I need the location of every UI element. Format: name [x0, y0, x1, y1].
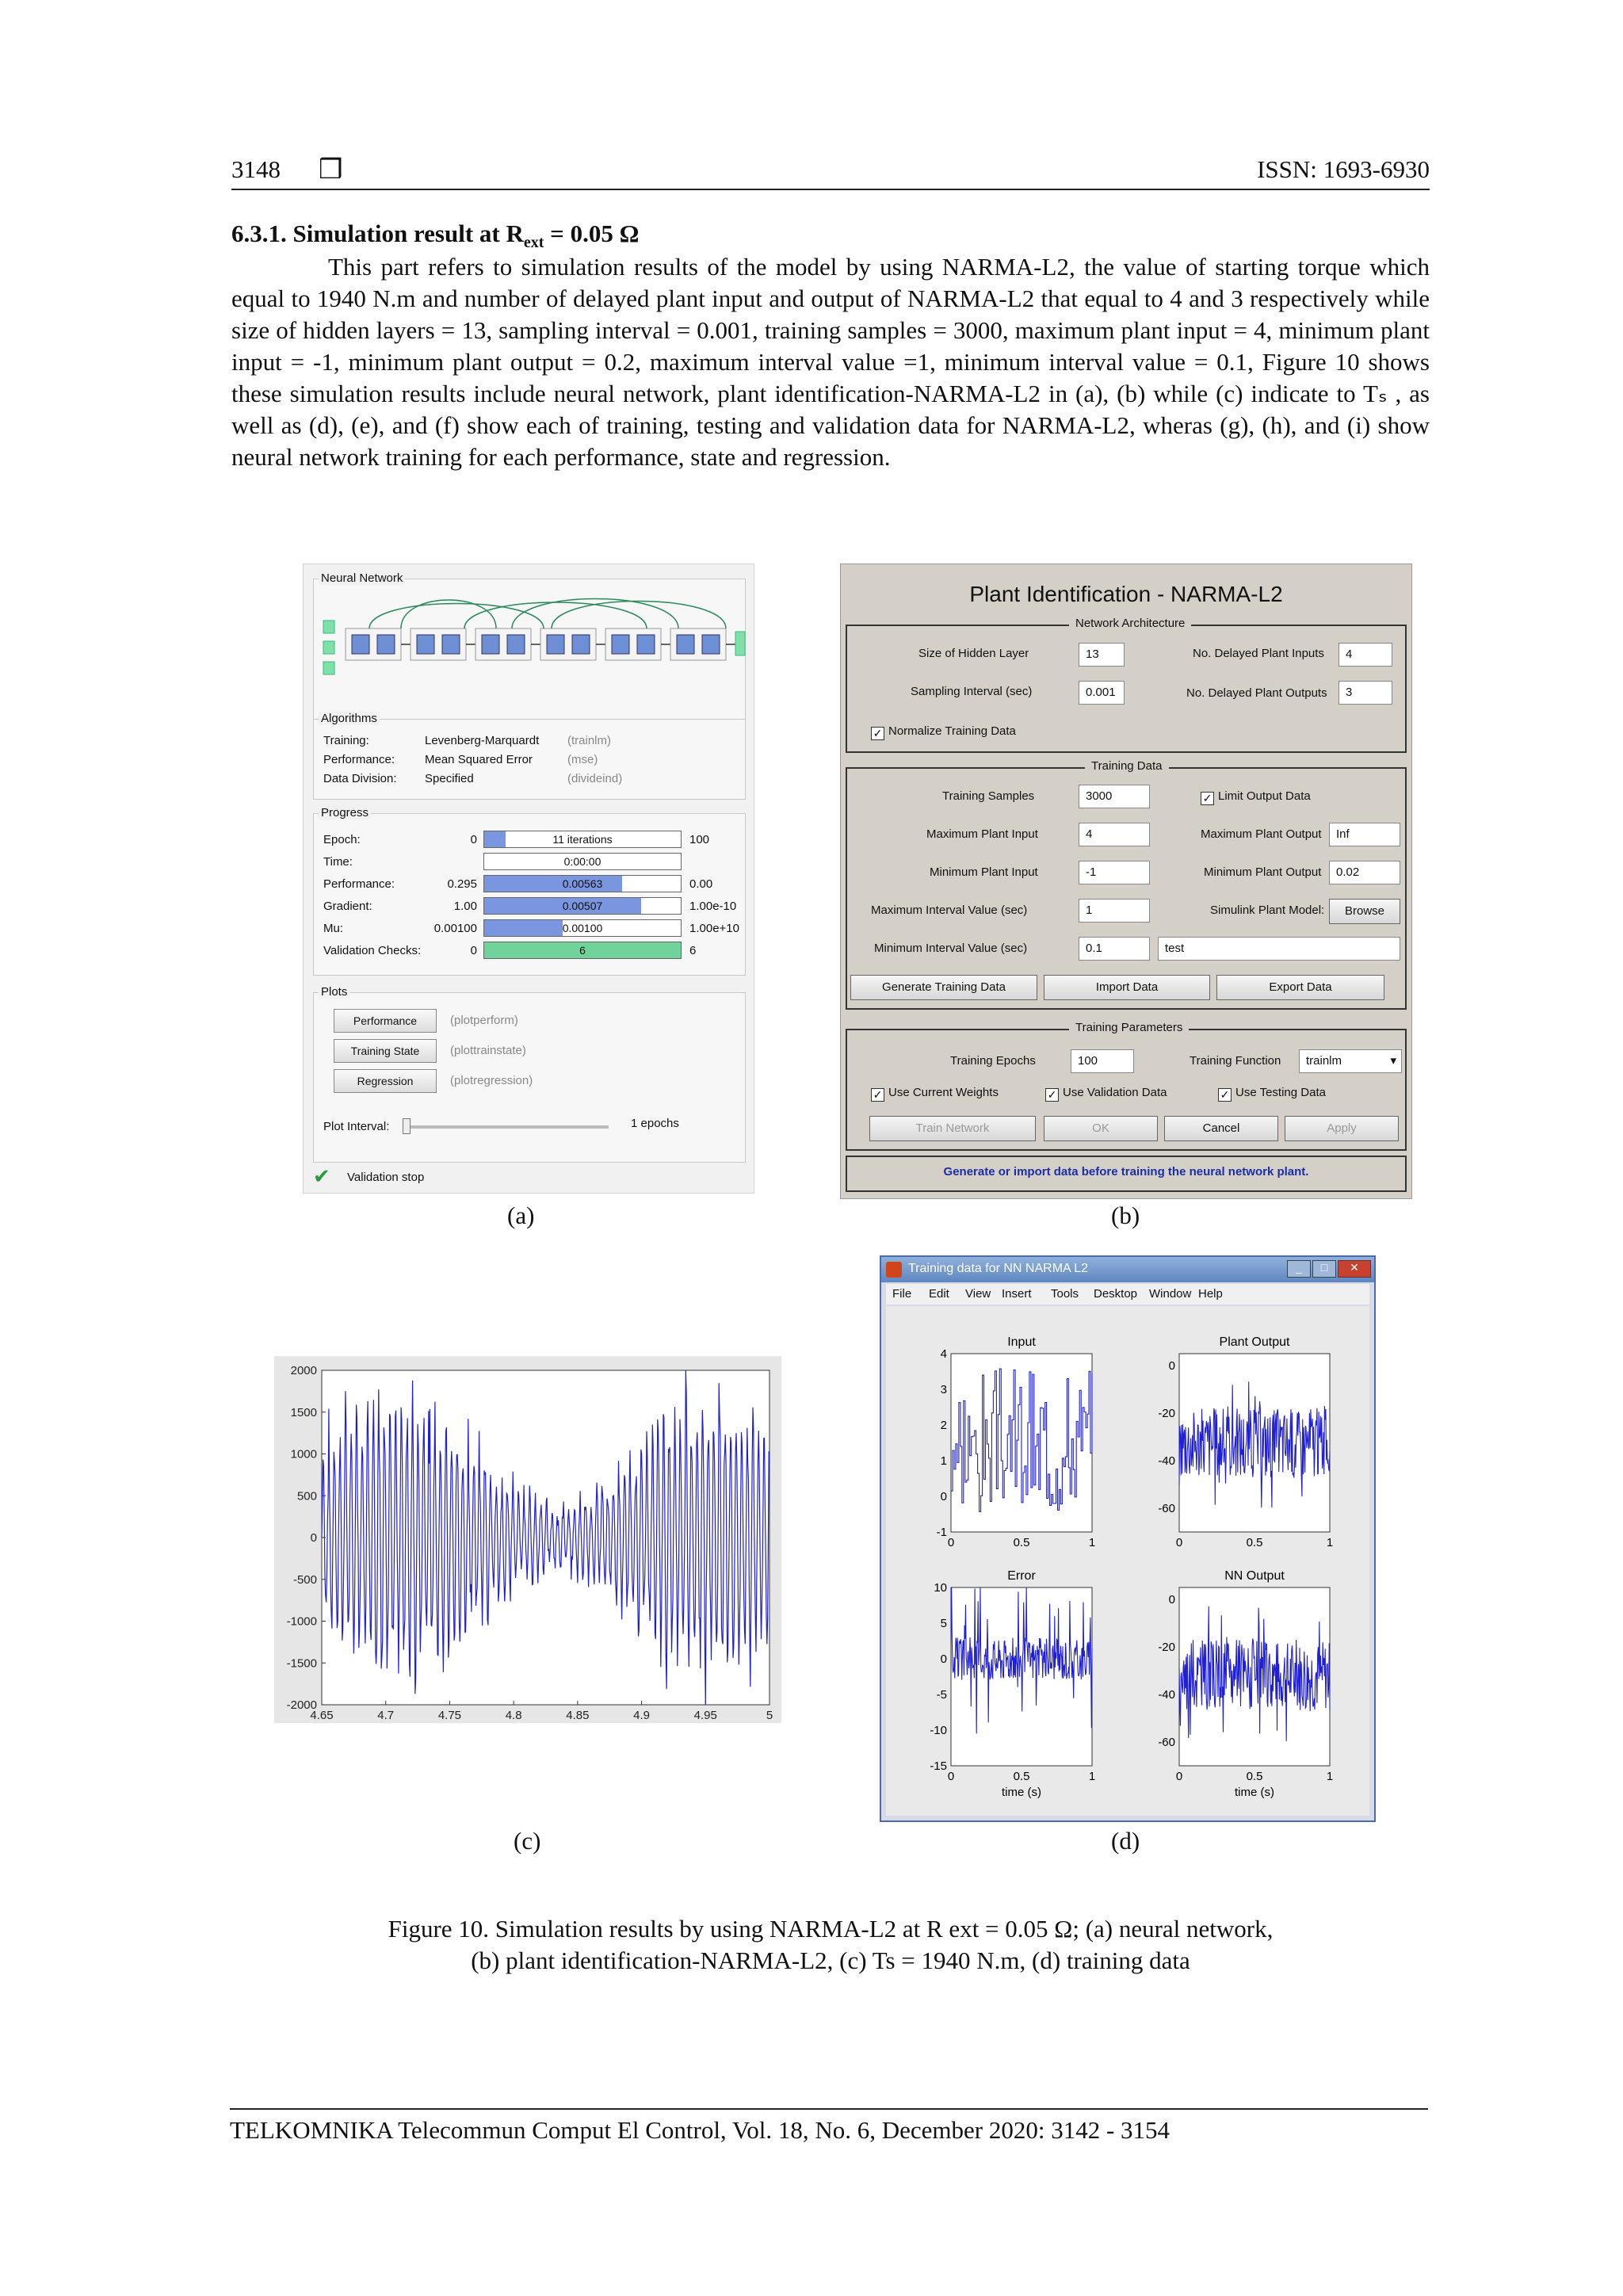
cancel-button[interactable]: Cancel — [1164, 1116, 1278, 1141]
progress-label: Epoch: — [323, 833, 361, 846]
plot-interval-label: Plot Interval: — [323, 1120, 390, 1133]
subplot-nn-output — [1158, 1569, 1333, 1799]
x-tick-label: 0 — [947, 1770, 955, 1783]
weight-box — [482, 635, 499, 654]
figure-area — [886, 1306, 1369, 1816]
progress-bar-text: 0.00563 — [562, 877, 603, 890]
progress-label: Performance: — [323, 877, 395, 891]
algorithm-value: Specified — [425, 772, 474, 785]
page-number: 3148 — [231, 155, 281, 183]
y-tick-label: -40 — [1158, 1688, 1175, 1702]
menu-desktop[interactable]: Desktop — [1094, 1287, 1138, 1301]
y-tick-label: 0 — [310, 1531, 317, 1545]
progress-bar — [483, 942, 682, 959]
x-tick-label: 0.5 — [1246, 1770, 1263, 1783]
progress-bar — [483, 919, 682, 937]
y-tick-label: 0 — [940, 1490, 947, 1503]
progress-label: Time: — [323, 855, 353, 869]
menu-help[interactable]: Help — [1198, 1287, 1223, 1301]
x-tick-label: 1 — [1326, 1536, 1334, 1549]
network-diagram — [314, 579, 747, 720]
y-tick-label: 0 — [1168, 1359, 1175, 1373]
subplot-title: Plant Output — [1219, 1335, 1290, 1349]
menu-view[interactable]: View — [965, 1287, 991, 1301]
y-tick-label: -500 — [292, 1572, 317, 1587]
normalize-checkbox[interactable]: ✓ Normalize Training Data — [871, 724, 1016, 740]
y-tick-label: -20 — [1158, 1407, 1175, 1420]
plot-code: (plotperform) — [450, 1014, 518, 1027]
progress-bar-text: 0:00:00 — [563, 855, 601, 868]
y-tick-label: 1 — [940, 1454, 947, 1468]
subplot-title: Input — [1007, 1335, 1036, 1349]
progress-end: 6 — [689, 944, 697, 957]
x-tick-label: 4.85 — [566, 1709, 590, 1722]
x-tick-label: 0 — [1175, 1536, 1183, 1549]
y-tick-label: -5 — [936, 1688, 947, 1702]
progress-end: 1.00e-10 — [689, 900, 737, 913]
progress-end: 100 — [689, 833, 710, 846]
train-network-button[interactable]: Train Network — [869, 1116, 1036, 1141]
x-tick-label: 0 — [947, 1536, 955, 1549]
progress-label: Mu: — [323, 922, 344, 935]
x-axis-label: time (s) — [1235, 1786, 1274, 1799]
x-tick-label: 5 — [766, 1709, 773, 1722]
min-plant-output-field[interactable]: 0.02 — [1329, 861, 1400, 884]
x-tick-label: 1 — [1088, 1770, 1096, 1783]
minimize-button[interactable]: _ — [1287, 1260, 1311, 1278]
x-tick-label: 0.5 — [1246, 1536, 1263, 1549]
progress-end: 0.00 — [689, 877, 713, 891]
menu-window[interactable]: Window — [1149, 1287, 1192, 1301]
algorithm-label: Data Division: — [323, 772, 397, 785]
use-current-weights-checkbox[interactable]: ✓ Use Current Weights — [871, 1086, 999, 1102]
plot-training-state-button[interactable]: Training State — [334, 1039, 437, 1063]
algorithm-label: Training: — [323, 734, 369, 747]
y-tick-label: -20 — [1158, 1641, 1175, 1654]
x-tick-label: 4.9 — [633, 1709, 651, 1722]
min-interval-field[interactable]: 0.1 — [1079, 937, 1150, 961]
training-subplots — [886, 1306, 1369, 1817]
training-data-frame: Training Data Training Samples 3000 ✓ Limit Output Data Maximum Plant Input 4 Maximum Plant Output Inf Minimum Plant Input -1 Minimum Plant Output 0.02 Maximum Interval Value (sec) 1 Simulink Plant Model: Browse Minimum Interval Value (sec) 0.1 test Generate Training Data Import Data Export Data — [846, 767, 1407, 1010]
progress-start: 0 — [470, 944, 477, 957]
subplot-title: Error — [1007, 1569, 1036, 1583]
plot-regression-button[interactable]: Regression — [334, 1069, 437, 1093]
x-tick-label: 1 — [1326, 1770, 1334, 1783]
subplot-plant-output — [1158, 1335, 1333, 1549]
y-tick-label: -15 — [930, 1759, 947, 1773]
sampling-interval-field[interactable]: 0.001 — [1079, 681, 1125, 705]
subplot-input — [937, 1335, 1096, 1549]
plot-performance-button[interactable]: Performance — [334, 1009, 437, 1033]
simulink-model-field[interactable]: test — [1158, 937, 1400, 961]
progress-start: 0.00100 — [433, 922, 477, 935]
y-tick-label: -1000 — [286, 1614, 317, 1629]
x-tick-label: 0 — [1175, 1770, 1183, 1783]
caption-d: (d) — [1111, 1827, 1140, 1855]
status-text: Validation stop — [347, 1171, 425, 1184]
caption-b: (b) — [1111, 1201, 1140, 1229]
plot-interval-slider[interactable] — [403, 1125, 609, 1129]
algorithm-code: (divideind) — [567, 772, 623, 785]
x-tick-label: 4.95 — [693, 1709, 717, 1722]
slider-thumb[interactable] — [403, 1118, 411, 1134]
x-tick-label: 0.5 — [1013, 1536, 1030, 1549]
use-validation-checkbox[interactable]: ✓ Use Validation Data — [1045, 1086, 1167, 1102]
progress-bar-text: 6 — [579, 944, 586, 957]
caption-c: (c) — [514, 1827, 541, 1855]
output-node — [735, 632, 745, 655]
y-tick-label: 1500 — [290, 1405, 317, 1419]
x-tick-label: 1 — [1088, 1536, 1096, 1549]
algorithm-value: Mean Squared Error — [425, 753, 533, 766]
nntraintool-panel — [303, 563, 754, 1194]
x-tick-label: 4.7 — [377, 1709, 395, 1722]
max-plant-output-field[interactable]: Inf — [1329, 823, 1400, 846]
progress-bar — [483, 875, 682, 892]
subplot-error — [930, 1569, 1095, 1799]
dropdown-arrow-icon: ▾ — [1390, 1054, 1396, 1068]
delayed-inputs-field[interactable]: 4 — [1338, 643, 1392, 667]
x-tick-label: 4.8 — [505, 1709, 522, 1722]
square-icon: ❒ — [319, 155, 343, 185]
y-tick-label: 0 — [1168, 1593, 1175, 1606]
y-tick-label: 10 — [934, 1581, 947, 1595]
weight-box — [352, 635, 369, 654]
transfer-box — [572, 635, 590, 654]
plot-code: (plotregression) — [450, 1074, 533, 1087]
progress-bar-text: 11 iterations — [552, 833, 613, 846]
weight-box — [677, 635, 694, 654]
progress-group: Progress Epoch: 0 11 iterations 100 Time: 0:00:00 Performance: 0.295 0.00563 0.00 Gradient: 1.00 0.00507 1.00e-10 Mu: 0.00100 0.00100 1.00e+10 Validation Checks: 0 6 6 — [313, 813, 746, 976]
y-tick-label: 5 — [940, 1617, 947, 1630]
y-tick-label: -60 — [1158, 1502, 1175, 1515]
y-tick-label: 3 — [940, 1383, 947, 1396]
subplot-title: NN Output — [1224, 1569, 1285, 1583]
plot-code: (plottrainstate) — [450, 1044, 526, 1057]
progress-start: 1.00 — [453, 900, 477, 913]
plots-group: Plots Performance (plotperform) Training State (plottrainstate) Regression (plotregression) Plot Interval: 1 epochs — [313, 992, 746, 1163]
export-data-button[interactable]: Export Data — [1216, 975, 1384, 1000]
transfer-box — [442, 635, 460, 654]
y-tick-label: -10 — [930, 1724, 947, 1737]
input-node — [323, 662, 334, 674]
min-plant-input-field[interactable]: -1 — [1079, 861, 1150, 884]
check-icon: ✔ — [313, 1164, 330, 1188]
algorithm-value: Levenberg-Marquardt — [425, 734, 540, 747]
x-tick-label: 4.65 — [310, 1709, 334, 1722]
transfer-box — [507, 635, 525, 654]
weight-box — [417, 635, 434, 654]
x-tick-label: 4.75 — [437, 1709, 462, 1722]
y-tick-label: 2000 — [290, 1364, 317, 1377]
close-button[interactable]: ✕ — [1338, 1260, 1371, 1278]
caption-a: (a) — [507, 1201, 535, 1229]
hidden-layer-field[interactable]: 13 — [1079, 643, 1125, 667]
y-tick-label: 2 — [940, 1419, 947, 1432]
progress-start: 0.295 — [447, 877, 477, 891]
transfer-box — [377, 635, 395, 654]
y-tick-label: -40 — [1158, 1454, 1175, 1468]
menu-bar — [886, 1284, 1369, 1305]
use-testing-checkbox[interactable]: ✓ Use Testing Data — [1218, 1086, 1326, 1102]
x-axis-label: time (s) — [1002, 1786, 1041, 1799]
input-node — [323, 621, 334, 633]
ok-button[interactable]: OK — [1044, 1116, 1158, 1141]
status-message: Generate or import data before training the neural network plant. — [943, 1165, 1309, 1179]
issn: ISSN: 1693-6930 — [1257, 155, 1430, 183]
torque-chart — [274, 1356, 781, 1723]
training-function-select[interactable]: trainlm ▾ — [1299, 1049, 1402, 1073]
import-data-button[interactable]: Import Data — [1044, 975, 1210, 1000]
max-plant-input-field[interactable]: 4 — [1079, 823, 1150, 846]
progress-bar — [483, 853, 682, 870]
neural-network-group: Neural Network — [313, 579, 746, 720]
apply-button[interactable]: Apply — [1285, 1116, 1399, 1141]
recurrent-link — [552, 602, 726, 629]
page-footer: TELKOMNIKA Telecommun Comput El Control, Vol. 18, No. 6, December 2020: 3142 - 3154 — [230, 2108, 1428, 2145]
plot-interval-value: 1 epochs — [631, 1117, 679, 1130]
max-interval-field[interactable]: 1 — [1079, 899, 1150, 923]
y-tick-label: -1500 — [286, 1656, 317, 1671]
menu-insert[interactable]: Insert — [1002, 1287, 1032, 1301]
x-tick-label: 0.5 — [1013, 1770, 1030, 1783]
menu-file[interactable]: File — [892, 1287, 912, 1301]
progress-bar — [483, 831, 682, 848]
progress-label: Validation Checks: — [323, 944, 422, 957]
algorithm-label: Performance: — [323, 753, 395, 766]
algorithm-code: (trainlm) — [567, 734, 611, 747]
status-frame — [846, 1156, 1407, 1192]
figure-caption: Figure 10. Simulation results by using NARMA-L2 at R ext = 0.05 Ω; (a) neural network, (b) plant identification-NARMA-L2, (c) Ts = 1940 N.m, (d) training data — [388, 1915, 1274, 1974]
progress-bar — [483, 897, 682, 915]
window-title: Training data for NN NARMA L2 — [908, 1262, 1089, 1275]
plant-identification-window — [840, 563, 1412, 1199]
delayed-outputs-field[interactable]: 3 — [1338, 681, 1392, 705]
browse-button[interactable]: Browse — [1329, 899, 1400, 924]
weight-box — [547, 635, 564, 654]
training-parameters-frame: Training Parameters Training Epochs 100 Training Function trainlm ▾ ✓ Use Current Weights ✓ Use Validation Data ✓ Use Testing Data Train Network OK Cancel Apply — [846, 1029, 1407, 1151]
y-tick-label: -1 — [936, 1526, 947, 1539]
input-node — [323, 641, 334, 654]
y-tick-label: 4 — [940, 1347, 947, 1361]
y-tick-label: 1000 — [290, 1447, 317, 1461]
weight-box — [612, 635, 629, 654]
progress-start: 0 — [470, 833, 477, 846]
window-title: Plant Identification - NARMA-L2 — [969, 582, 1283, 606]
y-tick-label: 0 — [940, 1652, 947, 1666]
algorithms-group: Algorithms Training: Levenberg-Marquardt (trainlm) Performance: Mean Squared Error (mse) Data Division: Specified (divideind) — [313, 719, 746, 800]
title-bar — [881, 1257, 1374, 1282]
training-epochs-field[interactable]: 100 — [1071, 1049, 1134, 1073]
menu-edit[interactable]: Edit — [929, 1287, 949, 1301]
torque-plot — [274, 1356, 781, 1723]
transfer-box — [702, 635, 720, 654]
progress-bar-text: 0.00507 — [562, 900, 603, 912]
section-heading: 6.3.1. Simulation result at $R_{ext} = 0.05$ Ω — [231, 220, 640, 252]
y-tick-label: -60 — [1158, 1736, 1175, 1749]
generate-training-data-button[interactable]: Generate Training Data — [850, 975, 1037, 1000]
page-header — [231, 155, 1430, 190]
matlab-icon — [886, 1262, 902, 1278]
training-data-window — [880, 1255, 1376, 1822]
progress-bar-text: 0.00100 — [562, 922, 603, 934]
progress-label: Gradient: — [323, 900, 372, 913]
y-tick-label: -2000 — [286, 1698, 317, 1712]
maximize-button[interactable]: □ — [1312, 1260, 1336, 1278]
menu-tools[interactable]: Tools — [1051, 1287, 1079, 1301]
body-paragraph: This part refers to simulation results of the model by using NARMA-L2, the value of starting torque which equal to 1940 N.m and number of delayed plant input and output of NARMA-L2 that equal to 4 and 3 respectively while size of hidden layers = 13, sampling interval = 0.001, training samples = 3000, maximum plant input = 4, minimum plant input = -1, minimum plant output = 0.2, maximum interval value =1, minimum interval value = 0.1, Figure 10 shows these simulation results include neural network, plant identification-NARMA-L2 in (a), (b) while (c) indicate to Tₛ , as well as (d), (e), and (f) show each of training, testing and validation data for NARMA-L2, wheras (g), (h), and (i) show neural network training for each performance, state and regression. — [231, 253, 1430, 471]
training-samples-field[interactable]: 3000 — [1079, 785, 1150, 808]
limit-output-checkbox[interactable]: ✓ Limit Output Data — [1201, 789, 1311, 805]
network-architecture-frame: Network Architecture Size of Hidden Layer 13 No. Delayed Plant Inputs 4 Sampling Interval (sec) 0.001 No. Delayed Plant Outputs 3 ✓ Normalize Training Data — [846, 625, 1407, 753]
y-tick-label: 500 — [296, 1489, 317, 1503]
algorithm-code: (mse) — [567, 753, 598, 766]
progress-end: 1.00e+10 — [689, 922, 739, 935]
transfer-box — [637, 635, 655, 654]
